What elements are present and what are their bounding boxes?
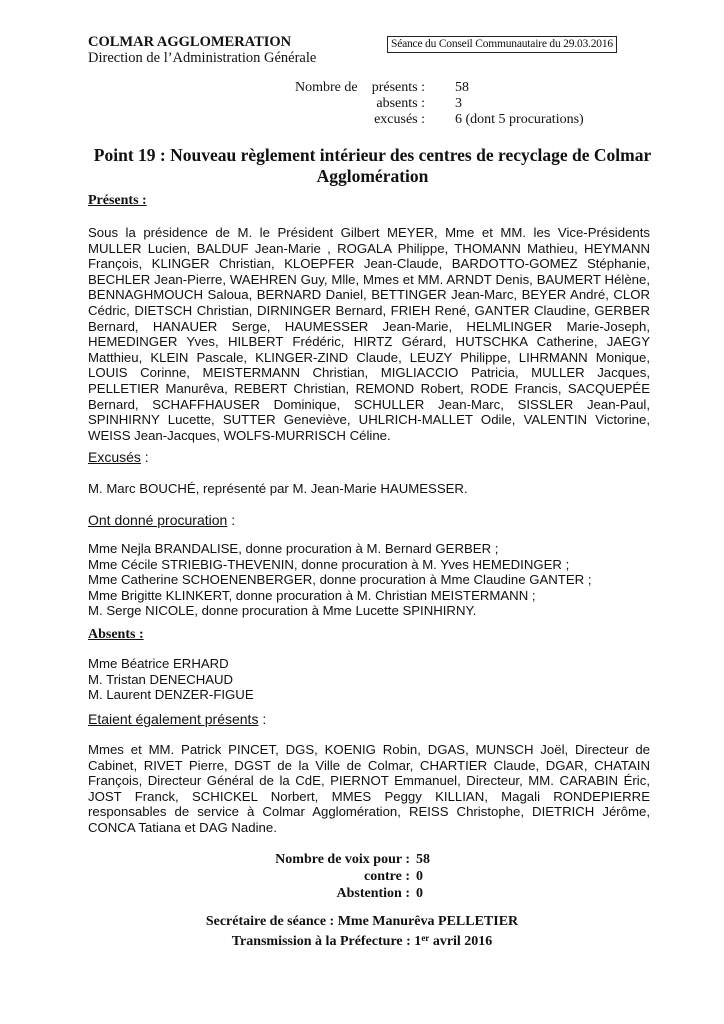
attendance-label: présents :: [371, 80, 425, 95]
votes-summary: [230, 851, 430, 902]
transmission-ordinal: er: [421, 933, 430, 943]
organization-department: Direction de l’Administration Générale: [88, 50, 317, 66]
organization-name: COLMAR AGGLOMERATION: [88, 34, 292, 50]
vote-label: Nombre de voix pour :: [275, 852, 410, 867]
procurations-heading-row: [88, 512, 235, 528]
excuses-heading: Excusés: [88, 449, 141, 465]
attendance-label: absents :: [376, 96, 425, 111]
attendance-lead: Nombre de: [295, 80, 358, 95]
vote-value: 58: [416, 852, 430, 867]
transmission-suffix: avril 2016: [429, 934, 493, 949]
transmission-prefix: Transmission à la Préfecture : 1: [231, 934, 422, 949]
absents-heading: Absents :: [88, 627, 144, 642]
excuses-line: M. Marc BOUCHÉ, représenté par M. Jean-Marie HAUMESSER.: [88, 481, 468, 496]
procurations-heading: Ont donné procuration: [88, 512, 228, 528]
footer: [150, 913, 574, 950]
list-item: Mme Brigitte KLINKERT, donne procuration à M. Christian MEISTERMANN ;: [88, 587, 536, 603]
secretary-line: Secrétaire de séance : Mme Manurêva PELLETIER: [205, 914, 519, 929]
attendance-label: excusés :: [374, 112, 425, 127]
seance-date-box: Séance du Conseil Communautaire du 29.03.2016: [387, 36, 617, 53]
procurations-list: [88, 541, 592, 619]
also-present-heading: Etaient également présents: [88, 711, 259, 727]
list-item: M. Serge NICOLE, donne procuration à Mme Lucette SPINHIRNY.: [88, 603, 477, 619]
vote-value: 0: [416, 886, 423, 901]
presents-heading: Présents :: [88, 193, 147, 208]
attendance-value: 58: [455, 80, 469, 95]
vote-value: 0: [416, 869, 423, 884]
list-item: Mme Cécile STRIEBIG-THEVENIN, donne procuration à M. Yves HEMEDINGER ;: [88, 556, 570, 572]
vote-label: Abstention :: [336, 886, 410, 901]
list-item: M. Tristan DENECHAUD: [88, 671, 234, 687]
attendance-value: 3: [455, 96, 462, 111]
list-item: Mme Nejla BRANDALISE, donne procuration à M. Bernard GERBER ;: [88, 541, 499, 556]
excuses-heading-suffix: :: [140, 449, 149, 465]
also-present-heading-suffix: :: [258, 711, 267, 727]
presents-text: Sous la présidence de M. le Président Gilbert MEYER, Mme et MM. les Vice-Présidents MULLER Lucien, BALDUF Jean-Marie , ROGALA Philippe, THOMANN Mathieu, HEYMANN François, KLINGER Christian, KLOEPFER Jean-Claude, BARDOTTO-GOMEZ Stéphanie, BECHLER Jean-Pierre, WAEHREN Guy, Mlle, Mmes et MM. ARNDT Denis, BAUMERT Hélène, BENNAGHMOUCH Saloua, BERNARD Daniel, BETTINGER Jean-Marc, BEYER André, CLOR Cédric, DIETSCH Christian, DIRNINGER Bernard, FRIEH René, GANTER Claudine, GERBER Bernard, HANAUER Serge, HAUMESSER Jean-Marie, HELMLINGER Marie-Joseph, HEMEDINGER Yves, HILBERT Frédéric, HIRTZ Gérard, HUTSCHKA Catherine, JAEGY Matthieu, KLEIN Pascale, KLINGER-ZIND Claude, LEUZY Philippe, LIHRMANN Monique, LOUIS Corinne, MEISTERMANN Christian, MIGLIACCIO Patricia, MULLER Jacques, PELLETIER Manurêva, REBERT Christian, REMOND Robert, RODE Francis, SACQUEPÉE Bernard, SCHAFFHAUSER Dominique, SCHULLER Jean-Marc, SISSLER Jean-Paul, SPINHIRNY Lucette, SUTTER Geneviève, UHLRICH-MALLET Odile, VALENTIN Victorine, WEISS Jean-Jacques, WOLFS-MURRISCH Céline.: [88, 225, 650, 443]
point-title: Point 19 : Nouveau règlement intérieur des centres de recyclage de Colmar Agglomération: [93, 145, 652, 186]
attendance-counts: [270, 80, 584, 128]
list-item: Mme Béatrice ERHARD: [88, 656, 229, 671]
excuses-heading-row: [88, 449, 149, 465]
also-present-heading-row: [88, 711, 266, 727]
transmission-line: [150, 930, 574, 950]
also-present-text: Mmes et MM. Patrick PINCET, DGS, KOENIG Robin, DGAS, MUNSCH Joël, Directeur de Cabinet, RIVET Pierre, DGST de la Ville de Colmar, CHARTIER Claude, DGAR, CHATAIN François, Directeur Général de la CdE, PIERNOT Emmanuel, Directeur, MM. CARABIN Éric, JOST Franck, SCHICKEL Norbert, MMES Peggy KILLIAN, Magali RONDEPIERRE responsables de service à Colmar Agglomération, REISS Christophe, DIETRICH Jérôme, CONCA Tatiana et DAG Nadine.: [88, 742, 650, 835]
procurations-heading-suffix: :: [227, 512, 236, 528]
list-item: M. Laurent DENZER-FIGUE: [88, 687, 254, 703]
list-item: Mme Catherine SCHOENENBERGER, donne procuration à Mme Claudine GANTER ;: [88, 572, 592, 588]
attendance-value: 6 (dont 5 procurations): [455, 112, 584, 127]
excuses-text: [88, 481, 468, 497]
absents-list: [88, 656, 254, 703]
vote-label: contre :: [364, 869, 410, 884]
